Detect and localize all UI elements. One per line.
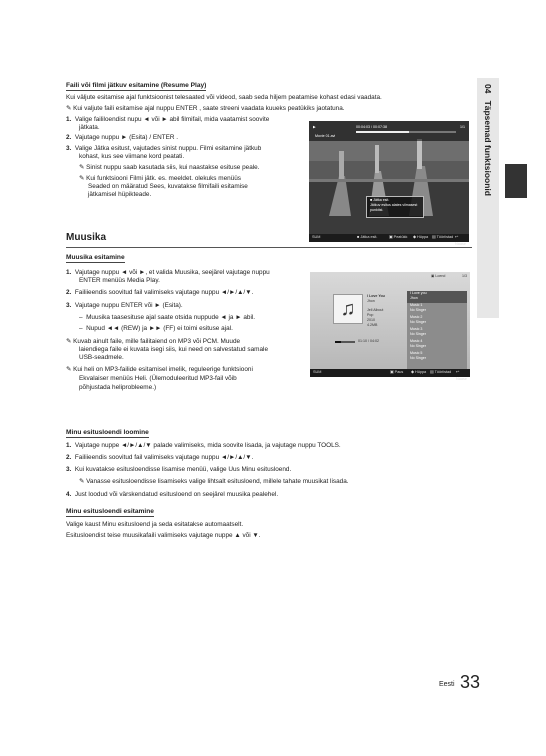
section-divider <box>66 247 472 248</box>
popup-line-2: Jätkuv esitus alates viimasest <box>370 203 418 207</box>
resume-note-3-cont1: Seaded on määratud Sees, kuvatakse filmifaili esitamise <box>88 183 248 190</box>
album-art <box>333 294 363 324</box>
note-icon: ✎ <box>66 338 74 345</box>
music-note-1-cont1: laiendiega faile ei kuvata isegi siis, kui need on salvestatud samale <box>79 346 268 353</box>
list-pager: 1/3 <box>462 274 467 278</box>
playlist-artist: Jhon <box>410 296 418 300</box>
resume-step-1-cont: jätkata. <box>79 124 100 131</box>
song-title: I Love You <box>367 294 385 298</box>
chapter-number: 04 <box>483 84 493 94</box>
note-icon: ✎ <box>66 105 74 112</box>
play-playlist-line-2: Esitusloendist teise muusikafaili valimiseks vajutage nuppe ▲ või ▼. <box>66 532 261 539</box>
resume-step-3: 3. Valige Jätka esitust, vajutades sinist nuppu. Filmi esitamine jätkub <box>66 145 262 152</box>
song-year: 2010 <box>367 318 375 322</box>
note-icon: ✎ <box>66 366 74 373</box>
music-progress-track[interactable] <box>335 341 355 343</box>
chapter-label <box>483 84 493 196</box>
playlist-title: I Love you <box>410 291 427 295</box>
create-step-1: 1. Vajutage nuppe ◄/►/▲/▼ palade valimiseks, mida soovite lisada, ja vajutage nuppu TOOLS. <box>66 442 341 449</box>
return-button[interactable]: ↩ Naase <box>456 370 467 381</box>
resume-step-1: 1. Valige faililoendist nupu ◄ või ► abil filmifail, mida vaatamist soovite <box>66 116 270 123</box>
resume-note-2: ✎ Sinist nuppu saab kasutada siis, kui naastakse esituse peale. <box>79 164 260 171</box>
playlist-artist: No Singer <box>410 320 426 324</box>
music-screenshot <box>310 272 470 376</box>
music-dash-1: – Muusika taasesituse ajal saate otsida nuppude ◄ ja ► abil. <box>79 314 256 321</box>
create-step-4: 4. Just loodud või värskendatud esitusloend on seejärel muusika pealehel. <box>66 491 279 498</box>
video-screenshot <box>309 121 469 234</box>
create-step-3: 3. Kui kuvatakse esitusloendisse lisamise menüü, valige Uus Minu esitusloend. <box>66 466 292 473</box>
playlist-title: Music 2 <box>410 315 423 319</box>
video-progress-track[interactable] <box>356 131 456 133</box>
note-icon: ✎ <box>79 478 87 485</box>
playlist-item-selected[interactable] <box>407 291 467 303</box>
note-icon: ✎ <box>79 164 87 171</box>
music-step-2: 2. Failiieendis soovitud fail valimiseks vajutage nuppu ◄/►/▲/▼. <box>66 289 254 296</box>
play-icon[interactable]: ▶ <box>313 125 316 129</box>
play-playlist-heading: Minu esitusloendi esitamine <box>66 508 154 515</box>
playlist-panel <box>407 291 467 373</box>
list-tab[interactable]: ▣ Loend <box>431 274 446 278</box>
music-step-1: 1. Vajutage nuppu ◄ või ►, et valida Muusika, seejärel vajutage nuppu <box>66 269 270 276</box>
music-note-2-cont2: põhjustada heliprobleeme.) <box>79 384 157 391</box>
playlist-item[interactable] <box>407 303 467 314</box>
playlist-item[interactable] <box>407 351 467 362</box>
music-dash-2: – Nupud ◄◄ (REW) ja ►► (FF) ei toimi esituse ajal. <box>79 325 233 332</box>
resume-note-1: ✎ Kui valjute faili esitamise ajal nuppu ENTER , saate streeni vaadata kuueks peatükiks jaotatuna. <box>66 105 345 112</box>
note-icon: ✎ <box>79 175 87 182</box>
sum-label: SUM <box>313 370 322 374</box>
music-time: 01:10 / 04:02 <box>358 339 379 343</box>
popup-title: ■ Jätka esit. <box>370 198 390 202</box>
playlist-title: Music 4 <box>410 339 423 343</box>
playlist-title: Music 5 <box>410 351 423 355</box>
music-bottom-bar <box>310 369 470 381</box>
playlist-artist: No Singer <box>410 356 426 360</box>
pause-button[interactable]: ▣ Paus <box>390 370 404 374</box>
create-playlist-heading: Minu esitusloendi loomine <box>66 429 149 436</box>
resume-step-3-cont: kohast, kus see viimane kord peatati. <box>79 153 185 160</box>
page-number: 33 <box>460 672 481 692</box>
play-playlist-line-1: Valige kaust Minu esitusloend ja seda esitatakse automaatselt. <box>66 521 244 528</box>
playlist-item[interactable] <box>407 315 467 326</box>
sum-label: SUM <box>312 235 321 239</box>
return-button[interactable]: ↩ Naase <box>455 235 466 246</box>
playlist-artist: No Singer <box>410 344 426 348</box>
chapter-marker <box>505 164 527 198</box>
song-size: 4.2MB <box>367 323 378 327</box>
playlist-item[interactable] <box>407 327 467 338</box>
playlist-title: Music 3 <box>410 327 423 331</box>
video-progress-fill <box>356 131 409 133</box>
tools-button[interactable]: ▤ Tööriistad <box>430 370 452 374</box>
video-bottom-bar <box>309 234 469 246</box>
music-step-1-cont: ENTER menüüs Media Play. <box>79 277 160 284</box>
playlist-artist: No Singer <box>410 308 426 312</box>
resume-note-3: ✎ Kui funktsiooni Filmi jätk. es. meeldet. olekuks menüüs <box>79 175 242 182</box>
video-index: 1/1 <box>460 125 465 129</box>
resume-note-3-cont2: jätkamisel hüpikteade. <box>88 191 152 198</box>
playlist-title: Music 1 <box>410 303 423 307</box>
video-time: 00:04:03 / 00:07:38 <box>356 125 387 129</box>
music-heading: Muusika esitamine <box>66 254 125 261</box>
tools-button[interactable]: ▤ Tööriistad <box>432 235 454 239</box>
resume-popup <box>366 196 424 218</box>
music-note-icon: ♫ <box>340 298 356 320</box>
music-note-1-cont2: USB-seadmele. <box>79 354 124 361</box>
music-note-2-cont1: Ekvalaiser menüüs Heli. (Ülemoduleeritud MP3-fail võib <box>79 375 237 382</box>
popup-line-3: punktist. <box>370 208 384 212</box>
create-step-2: 2. Failiieendis soovitud fail valimiseks vajutage nuppu ◄/►/▲/▼. <box>66 454 254 461</box>
song-artist: Jhon <box>367 299 375 303</box>
music-progress-fill <box>335 341 341 343</box>
music-note-1: ✎ Kuvab ainult faile, mille failitaiend on MP3 või PCM. Muude <box>66 338 241 345</box>
music-section-title: Muusika <box>66 232 107 243</box>
resume-step-2: 2. Vajutage nuppu ► (Esita) / ENTER . <box>66 134 179 141</box>
song-genre: Pop <box>367 313 374 317</box>
jump-button[interactable]: ◆ Hüppa <box>413 235 429 239</box>
song-album: Jell Albout <box>367 308 384 312</box>
resume-button[interactable]: ■ Jätka esit. <box>357 235 378 239</box>
chapter-button[interactable]: ▣ Peatükk <box>389 235 408 239</box>
music-note-2: ✎ Kui heli on MP3-failide esitamisel imelik, reguleerige funktsiooni <box>66 366 253 373</box>
resume-intro: Kui väljute esitamise ajal funktsioonist telesaated või videod, saab seda hiljem peatamise kohast edasi vaadata. <box>66 94 382 101</box>
jump-button[interactable]: ◆ Hüppa <box>411 370 427 374</box>
footer-language: Eesti <box>439 681 455 688</box>
music-step-3: 3. Vajutage nuppu ENTER või ► (Esita). <box>66 302 183 309</box>
resume-heading: Faili või filmi jätkuv esitamine (Resume Play) <box>66 82 207 89</box>
create-note: ✎ Vanasse esitusloendisse lisamiseks valige lihtsalt esitusloend, millele tahate muusikat lisada. <box>79 478 349 485</box>
video-filename: Movie 01.avi <box>315 134 336 138</box>
playlist-artist: No Singer <box>410 332 426 336</box>
chapter-title: Täpsemad funktsioonid <box>483 100 493 196</box>
playlist-item[interactable] <box>407 339 467 350</box>
